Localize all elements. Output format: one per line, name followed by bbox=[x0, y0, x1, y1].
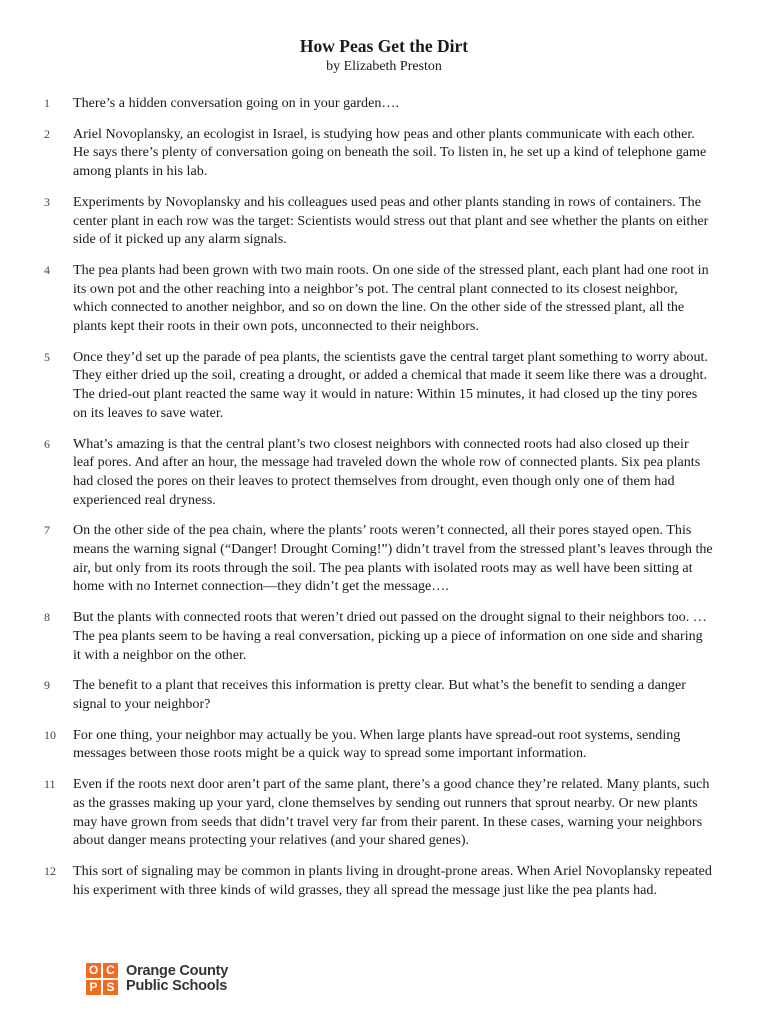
logo-tile-c: C bbox=[103, 963, 118, 978]
logo-line-1: Orange County bbox=[126, 963, 229, 979]
ocps-logo-mark bbox=[86, 963, 118, 995]
paragraph-number: 9 bbox=[44, 678, 50, 693]
logo-tile-s: S bbox=[103, 980, 118, 995]
paragraph-number: 12 bbox=[44, 863, 56, 878]
paragraph-text: What’s amazing is that the central plant’s two closest neighbors with connected roots had also closed up their leaf pores. And after an hour, the message had traveled down the whole row of connected plants. Six pea plants had closed the pores on their leaves to protect themselves from drought, even though only one of them had experienced real dryness. bbox=[73, 435, 701, 508]
paragraph-5 bbox=[0, 348, 768, 423]
paragraph-1 bbox=[0, 94, 768, 113]
paragraph-text: Even if the roots next door aren’t part of the same plant, there’s a good chance they’re related. Many plants, such as the grasses making up your yard, clone themselves by sending out runners that sprout nearby. Or new plants may have grown from seeds that didn’t travel very far from their parent. In these cases, warning your neighbors about danger means protecting your relatives (and your shared genes). bbox=[73, 776, 710, 849]
paragraph-9 bbox=[0, 676, 768, 713]
document-header bbox=[0, 35, 768, 76]
paragraph-number: 8 bbox=[44, 610, 50, 625]
paragraph-text: The pea plants had been grown with two main roots. On one side of the stressed plant, each plant had one root in its own pot and the other reaching into a neighbor’s pot. The central plant connected to its closest neighbor, which connected to another neighbor, and so on down the line. On the other side of the stressed plant, all the plants kept their roots in their own pots, unconnected to their neighbors. bbox=[73, 261, 709, 335]
paragraph-number: 10 bbox=[44, 727, 56, 742]
paragraph-number: 1 bbox=[44, 96, 50, 110]
paragraph-number: 5 bbox=[44, 349, 50, 364]
paragraph-number: 7 bbox=[44, 523, 50, 538]
paragraph-text: Ariel Novoplansky, an ecologist in Israel, is studying how peas and other plants communicate with each other. He says there’s plenty of conversation going on beneath the soil. To listen in, he set up a kind of telephone game among plants in his lab. bbox=[73, 125, 707, 180]
paragraph-text: Experiments by Novoplansky and his colleagues used peas and other plants standing in rows of containers. The center plant in each row was the target: Scientists would stress out that plant and see whether the plants on either side of it picked up any alarm signals. bbox=[73, 193, 709, 248]
paragraph-number: 2 bbox=[44, 126, 50, 141]
paragraph-number: 4 bbox=[44, 262, 50, 277]
paragraph-text: This sort of signaling may be common in plants living in drought-prone areas. When Ariel Novoplansky repeated his experiment with three kinds of wild grasses, they all spread the message just like the pea plants had. bbox=[73, 862, 712, 898]
logo-tile-p: P bbox=[86, 980, 101, 995]
paragraph-10 bbox=[0, 726, 768, 763]
paragraph-7 bbox=[0, 521, 768, 596]
paragraph-number: 6 bbox=[44, 436, 50, 451]
logo-wordmark bbox=[126, 964, 228, 994]
paragraph-6 bbox=[0, 435, 768, 510]
document-title: How Peas Get the Dirt bbox=[299, 36, 469, 56]
paragraph-text: On the other side of the pea chain, where the plants’ roots weren’t connected, all their pores stayed open. This means the warning signal (“Danger! Drought Coming!”) didn’t travel from the stressed plant’s leaves through the air, but only from its roots through the soil. The pea plants with isolated roots may as well have been sitting at home with no Internet connection—they didn’t get the message…. bbox=[73, 522, 713, 595]
ocps-logo bbox=[86, 963, 228, 995]
paragraph-2 bbox=[0, 125, 768, 181]
logo-line-2: Public Schools bbox=[126, 978, 228, 994]
paragraph-8 bbox=[0, 608, 768, 664]
paragraph-text: There’s a hidden conversation going on in your garden…. bbox=[73, 95, 400, 111]
document-byline: by Elizabeth Preston bbox=[326, 59, 442, 74]
paragraph-11 bbox=[0, 775, 768, 850]
paragraph-number: 3 bbox=[44, 194, 50, 209]
paragraph-number: 11 bbox=[44, 777, 56, 792]
logo-tile-o: O bbox=[86, 963, 101, 978]
paragraph-4 bbox=[0, 261, 768, 336]
paragraph-text: But the plants with connected roots that weren’t dried out passed on the drought signal to their neighbors too. … The pea plants seem to be having a real conversation, picking up a piece of information on one side and sharing it with a neighbor on the other. bbox=[73, 609, 707, 663]
paragraph-12 bbox=[0, 862, 768, 899]
paragraph-text: The benefit to a plant that receives this information is pretty clear. But what’s the benefit to sending a danger signal to your neighbor? bbox=[73, 677, 686, 712]
paragraph-text: For one thing, your neighbor may actually be you. When large plants have spread-out root systems, sending messages between those roots might be a quick way to spread some important information. bbox=[73, 726, 681, 762]
paragraph-text: Once they’d set up the parade of pea plants, the scientists gave the central target plant something to worry about. They either dried up the soil, creating a drought, or added a chemical that made it seem like there was a drought. The dried-out plant reacted the same way it would in nature: Within 15 minutes, it had closed up the tiny pores on its leaves to save water. bbox=[73, 348, 708, 421]
article-body bbox=[0, 94, 768, 911]
paragraph-3 bbox=[0, 193, 768, 249]
